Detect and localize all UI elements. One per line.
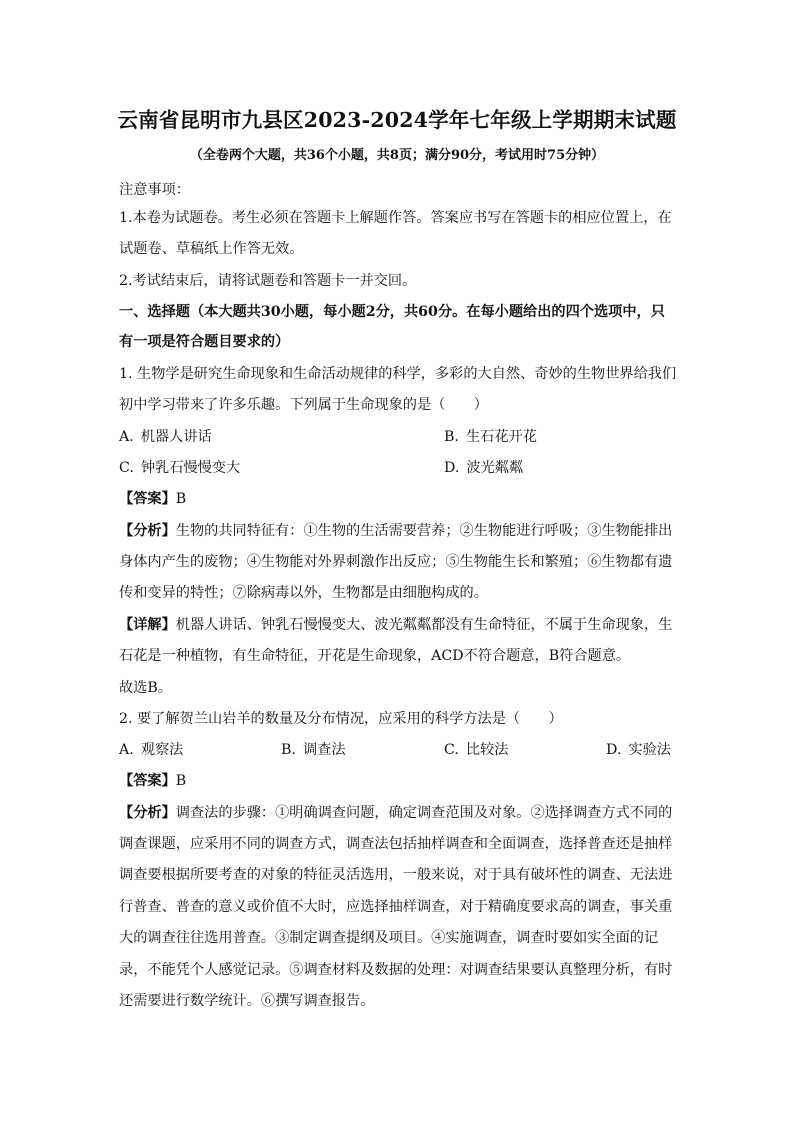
option-text: 观察法 [140,742,184,758]
section-1-heading-line-1: 一、选择题（本大题共30小题，每小题2分，共60分。在每小题给出的四个选项中，只 [119,304,665,320]
option-key: B. [444,429,459,445]
option-text: 钟乳石慢慢变大 [140,460,241,476]
q2-analysis-line-7: 还需要进行数学统计。⑥撰写调查报告。 [119,993,375,1009]
q2-analysis-line-5: 大的调查往往选用普查。③制定调查提纲及项目。④实施调查，调查时要如实全面的记 [119,930,659,946]
q2-analysis-line-1 [119,802,672,822]
q2-option-a [119,739,183,759]
q1-option-d [444,457,523,477]
answer-tag: 【答案】 [119,773,176,789]
q1-analysis-line-3: 传和变异的特性；⑦除病毒以外，生物都是由细胞构成的。 [119,585,488,601]
detail-text: 机器人讲话、钟乳石慢慢变大、波光粼粼都没有生命特征，不属于生命现象，生 [175,617,673,633]
notice-item-1-line-1: 1.本卷为试题卷。考生必须在答题卡上解题作答。答案应书写在答题卡的相应位置上，在 [119,210,672,226]
q2-option-c [444,739,508,759]
q2-analysis-line-3: 调查要根据所要考查的对象的特征灵活选用，一般来说，对于具有破坏性的调查、无法进 [119,867,673,883]
answer-tag: 【答案】 [119,491,176,507]
answer-value: B [175,773,187,789]
analysis-tag: 【分析】 [119,523,176,539]
option-key: D. [606,742,622,758]
notice-item-2: 2.考试结束后，请将试题卷和答题卡一并交回。 [119,273,417,289]
page-subtitle: （全卷两个大题，共36个小题，共8页；满分90分，考试用时75分钟） [189,148,605,163]
option-key: A. [119,429,134,445]
q1-detail-line-2: 石花是一种植物，有生命特征，开花是生命现象，ACD不符合题意，B符合题意。 [119,648,631,664]
q1-analysis-line-1 [119,520,672,540]
q2-analysis-line-4: 行普查、普查的意义或价值不大时，应选择抽样调查，对于精确度要求高的调查，事关重 [119,899,673,915]
option-key: B. [281,742,296,758]
q1-detail-line-1 [119,614,672,634]
q2-analysis-line-6: 录，不能凭个人感觉记录。⑤调查材料及数据的处理：对调查结果要认真整理分析，有时 [119,962,673,978]
section-1-heading-line-2: 有一项是符合题目要求的） [119,334,290,350]
detail-tag: 【详解】 [119,617,176,633]
q1-stem-line-2: 初中学习带来了许多乐趣。下列属于生命现象的是（ ） [119,397,488,413]
q1-analysis-line-2: 身体内产生的废物；④生物能对外界刺激作出反应；⑤生物能生长和繁殖；⑥生物都有遗 [119,554,673,570]
option-text: 实验法 [628,742,671,758]
q2-stem: 2. 要了解贺兰山岩羊的数量及分布情况，应采用的科学方法是（ ） [119,711,563,727]
option-key: A. [119,742,134,758]
analysis-text: 调查法的步骤：①明确调查问题，确定调查范围及对象。②选择调查方式不同的 [175,805,673,821]
q1-conclusion: 故选B。 [119,680,172,696]
q2-option-b [281,739,346,759]
q1-option-a [119,426,212,446]
q1-option-c [119,457,240,477]
q1-answer [119,488,186,508]
q2-answer [119,770,186,790]
option-text: 生石花开花 [465,429,537,445]
analysis-tag: 【分析】 [119,805,176,821]
notice-item-1-line-2: 试题卷、草稿纸上作答无效。 [119,241,304,257]
q1-option-b [444,426,537,446]
option-key: C. [444,742,459,758]
option-key: D. [444,460,460,476]
notice-heading: 注意事项： [119,182,190,198]
q2-analysis-line-2: 调查课题，应采用不同的调查方式，调查法包括抽样调查和全面调查，选择普查还是抽样 [119,836,673,852]
page-title: 云南省昆明市九县区2023-2024学年七年级上学期期末试题 [117,108,677,132]
answer-value: B [175,491,187,507]
q2-option-d [606,739,671,759]
q1-stem-line-1: 1. 生物学是研究生命现象和生命活动规律的科学，多彩的大自然、奇妙的生物世界给我们 [119,366,677,382]
option-text: 调查法 [302,742,346,758]
analysis-text: 生物的共同特征有：①生物的生活需要营养；②生物能进行呼吸；③生物能排出 [175,523,673,539]
option-text: 波光粼粼 [466,460,524,476]
option-key: C. [119,460,134,476]
option-text: 比较法 [465,742,509,758]
option-text: 机器人讲话 [140,429,212,445]
